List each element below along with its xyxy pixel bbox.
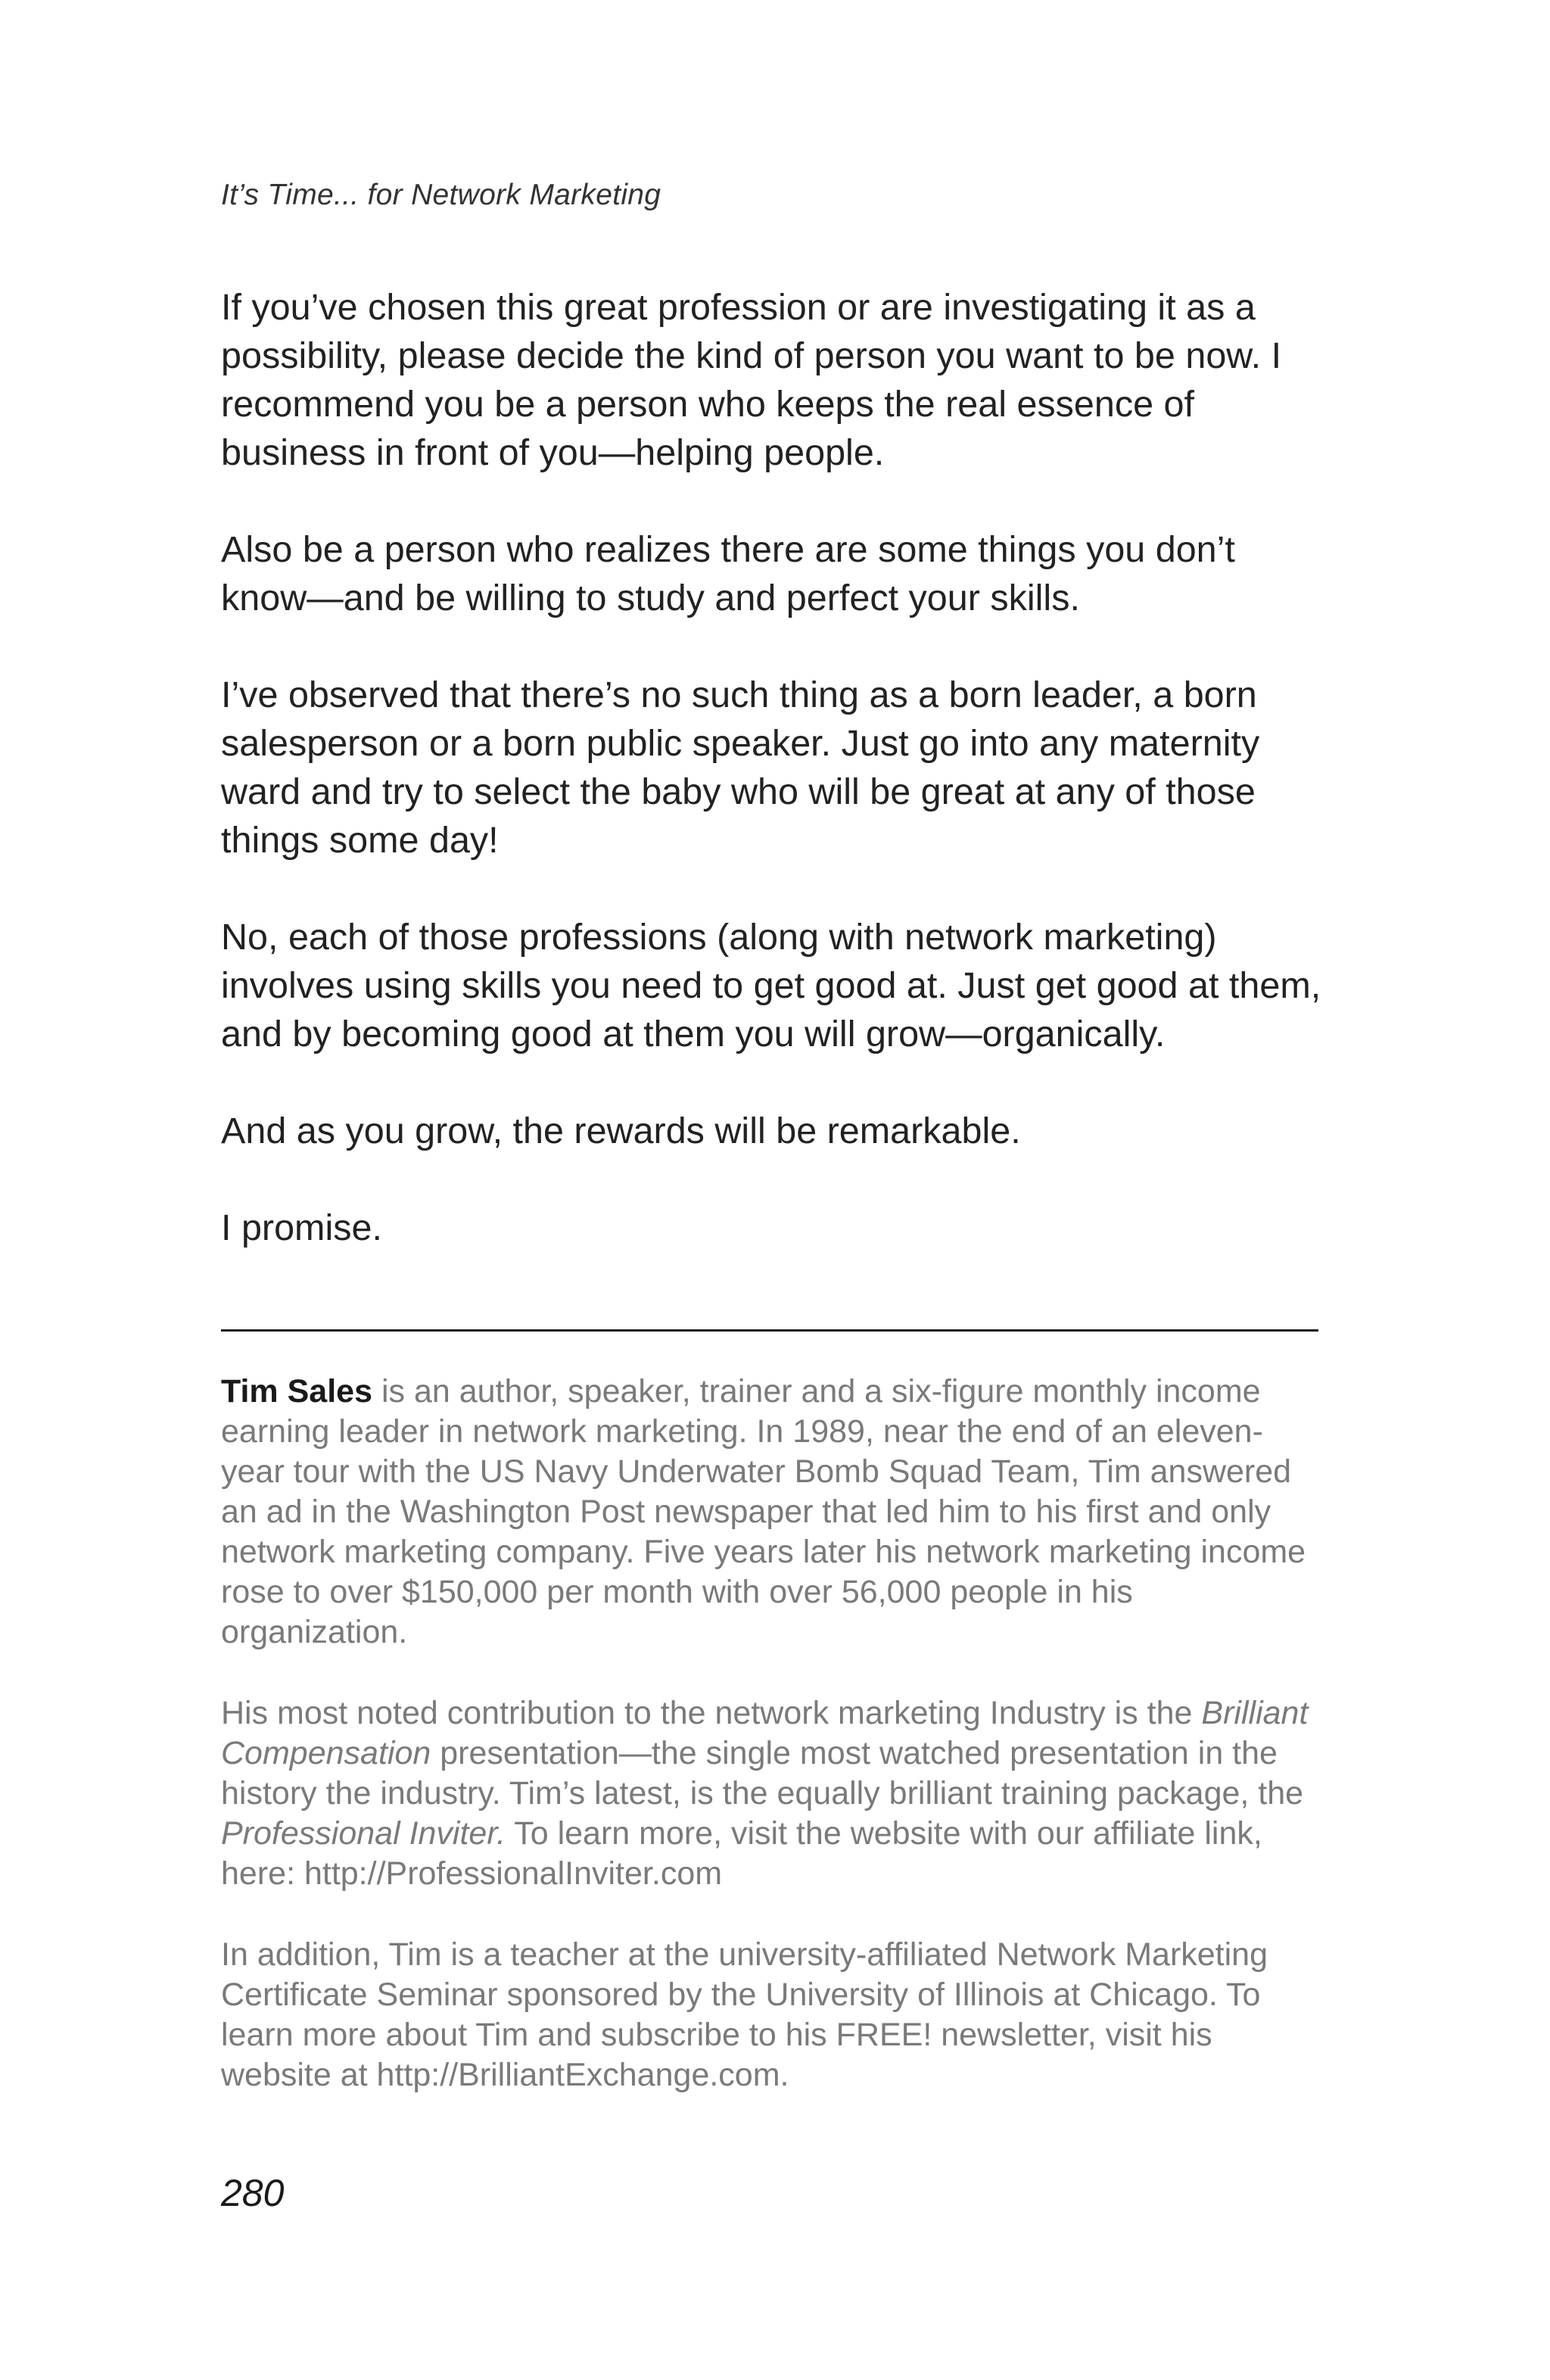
bio-paragraph (221, 1693, 1326, 1894)
page-number: 280 (221, 2172, 285, 2214)
body-paragraph: If you’ve chosen this great profession or are investigating it as a possibility, please decide the kind of person you want to be now. I recommend you be a person who keeps the real essence of business in front of you—helping people. (221, 287, 1282, 473)
bio-text: His most noted contribution to the network marketing Industry is the (221, 1695, 1202, 1731)
bio-paragraph (221, 1935, 1326, 2095)
main-body (221, 283, 1326, 1252)
body-paragraph: No, each of those professions (along with network marketing) involves using skills you need to get good at. Just get good at them, and by becoming good at them you will grow—organically. (221, 917, 1321, 1054)
body-paragraph: And as you grow, the rewards will be remarkable. (221, 1111, 1021, 1151)
body-paragraph: Also be a person who realizes there are some things you don’t know—and be willing to study and perfect your skills. (221, 529, 1235, 618)
italic-title: Professional Inviter. (221, 1815, 506, 1852)
body-paragraph: I promise. (221, 1207, 382, 1248)
bio-paragraph (221, 1372, 1326, 1653)
section-divider (221, 1329, 1318, 1332)
body-paragraph: I’ve observed that there’s no such thing as a born leader, a born salesperson or a born public speaker. Just go into any maternity ward and try to select the baby who will be great at any of those things some day! (221, 674, 1260, 861)
bio-text: To learn more, visit the website with our affiliate link, here: http://ProfessionalInviter.com (221, 1815, 1262, 1892)
running-header: It’s Time... for Network Marketing (221, 179, 661, 211)
author-bio (221, 1372, 1326, 2136)
author-name: Tim Sales (221, 1373, 372, 1410)
italic-title: Brilliant Compensation (221, 1695, 1309, 1771)
bio-text: is an author, speaker, trainer and a six-figure monthly income earning leader in network marketing. In 1989, near the end of an eleven-year tour with the US Navy Underwater Bomb Squad Team, Tim answered an ad in the Washington Post newspaper that led him to his first and only network marketing company. Five years later his network marketing income rose to over $150,000 per month with over 56,000 people in his organization. (221, 1373, 1306, 1650)
bio-text: In addition, Tim is a teacher at the university-affiliated Network Marketing Certificate Seminar sponsored by the University of Illinois at Chicago. To learn more about Tim and subscribe to his FREE! newsletter, visit his website at http://BrilliantExchange.com. (221, 1936, 1268, 2093)
bio-text: presentation—the single most watched presentation in the history the industry. Tim’s latest, is the equally brilliant training package, the (221, 1735, 1304, 1811)
